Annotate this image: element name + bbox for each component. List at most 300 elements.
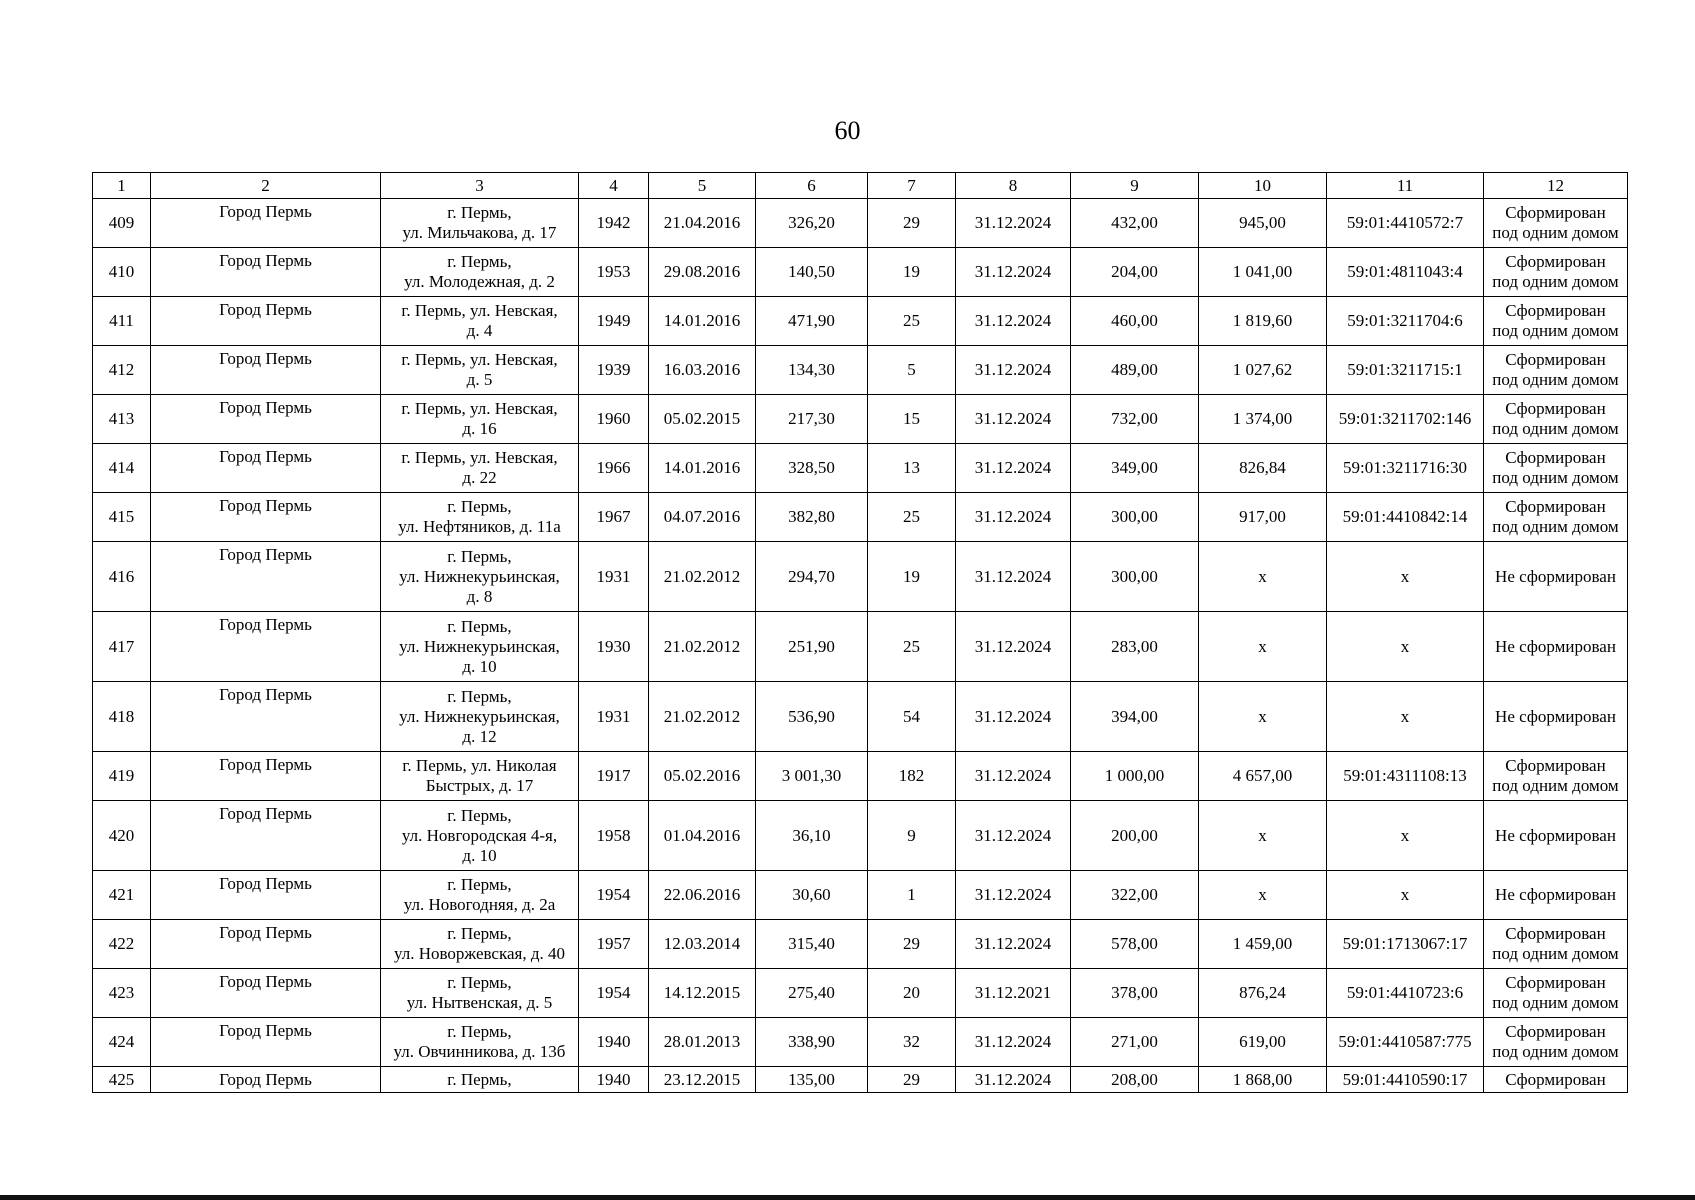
land-status-cell-line: Сформирован xyxy=(1505,497,1606,516)
area-cell: 536,90 xyxy=(756,682,868,752)
table-row xyxy=(93,801,1628,871)
row-number-cell: 417 xyxy=(93,612,151,682)
address-cell-line: г. Пермь, xyxy=(447,252,512,271)
address-cell xyxy=(381,248,579,297)
address-cell-line: Быстрых, д. 17 xyxy=(425,776,534,795)
deadline-cell: 31.12.2024 xyxy=(956,1018,1071,1067)
residents-cell: 1 xyxy=(868,871,956,920)
land-status-cell-line: Сформирован xyxy=(1505,203,1606,222)
deadline-cell: 31.12.2024 xyxy=(956,199,1071,248)
column-10-cell: 1 459,00 xyxy=(1199,920,1327,969)
page-number: 60 xyxy=(834,116,861,145)
address-cell-line: д. 22 xyxy=(462,468,497,487)
residents-cell: 20 xyxy=(868,969,956,1018)
column-10-cell: х xyxy=(1199,612,1327,682)
address-cell xyxy=(381,801,579,871)
address-cell-line: г. Пермь, xyxy=(447,497,512,516)
deadline-cell: 31.12.2024 xyxy=(956,346,1071,395)
deadline-cell: 31.12.2024 xyxy=(956,920,1071,969)
column-10-cell: 945,00 xyxy=(1199,199,1327,248)
date-cell: 12.03.2014 xyxy=(649,920,756,969)
column-header-4: 4 xyxy=(579,173,649,199)
area-cell: 36,10 xyxy=(756,801,868,871)
deadline-cell: 31.12.2024 xyxy=(956,1067,1071,1093)
column-number-row xyxy=(93,173,1628,199)
address-cell xyxy=(381,1018,579,1067)
area-cell: 275,40 xyxy=(756,969,868,1018)
address-cell-line: г. Пермь, xyxy=(447,203,512,222)
table-row xyxy=(93,682,1628,752)
land-status-cell xyxy=(1484,801,1628,871)
residents-cell: 19 xyxy=(868,542,956,612)
cadastral-number-cell: 59:01:3211716:30 xyxy=(1327,444,1484,493)
land-status-cell xyxy=(1484,493,1628,542)
land-status-cell-line: под одним домом xyxy=(1492,517,1619,536)
area-cell: 294,70 xyxy=(756,542,868,612)
municipality-cell: Город Пермь xyxy=(151,395,381,444)
year-cell: 1931 xyxy=(579,542,649,612)
residents-cell: 25 xyxy=(868,493,956,542)
area-cell: 251,90 xyxy=(756,612,868,682)
land-status-cell xyxy=(1484,612,1628,682)
table-row xyxy=(93,969,1628,1018)
address-cell-line: д. 10 xyxy=(462,656,497,676)
land-status-cell-line: Сформирован xyxy=(1505,252,1606,271)
column-header-10: 10 xyxy=(1199,173,1327,199)
date-cell: 05.02.2016 xyxy=(649,752,756,801)
residents-cell: 9 xyxy=(868,801,956,871)
date-cell: 16.03.2016 xyxy=(649,346,756,395)
area-cell: 30,60 xyxy=(756,871,868,920)
table-row xyxy=(93,612,1628,682)
address-cell-line: г. Пермь, xyxy=(447,805,512,825)
land-status-cell-line: Сформирован xyxy=(1505,924,1606,943)
table-row xyxy=(93,871,1628,920)
municipality-cell: Город Пермь xyxy=(151,969,381,1018)
year-cell: 1954 xyxy=(579,871,649,920)
area-cell: 328,50 xyxy=(756,444,868,493)
municipality-cell: Город Пермь xyxy=(151,752,381,801)
year-cell: 1940 xyxy=(579,1067,649,1093)
address-cell-line: ул. Мильчакова, д. 17 xyxy=(402,223,557,242)
land-status-cell-line: Сформирован xyxy=(1505,350,1606,369)
cadastral-number-cell: х xyxy=(1327,542,1484,612)
address-cell xyxy=(381,542,579,612)
column-10-cell: 826,84 xyxy=(1199,444,1327,493)
row-number-cell: 410 xyxy=(93,248,151,297)
municipality-cell: Город Пермь xyxy=(151,199,381,248)
table-row xyxy=(93,199,1628,248)
address-cell xyxy=(381,969,579,1018)
row-number-cell: 416 xyxy=(93,542,151,612)
table-body xyxy=(93,199,1628,1093)
area-cell: 382,80 xyxy=(756,493,868,542)
land-status-cell-line: под одним домом xyxy=(1492,321,1619,340)
scan-bottom-edge xyxy=(0,1195,1695,1200)
municipality-cell: Город Пермь xyxy=(151,297,381,346)
date-cell: 23.12.2015 xyxy=(649,1067,756,1093)
column-10-cell: 1 041,00 xyxy=(1199,248,1327,297)
year-cell: 1958 xyxy=(579,801,649,871)
address-cell-line: д. 4 xyxy=(466,321,493,340)
column-9-cell: 378,00 xyxy=(1071,969,1199,1018)
residents-cell: 19 xyxy=(868,248,956,297)
row-number-cell: 423 xyxy=(93,969,151,1018)
cadastral-number-cell: 59:01:4410842:14 xyxy=(1327,493,1484,542)
year-cell: 1942 xyxy=(579,199,649,248)
table-row xyxy=(93,542,1628,612)
address-cell-line: д. 5 xyxy=(466,370,493,389)
column-10-cell: х xyxy=(1199,871,1327,920)
column-header-9: 9 xyxy=(1071,173,1199,199)
year-cell: 1967 xyxy=(579,493,649,542)
municipality-cell: Город Пермь xyxy=(151,1067,381,1093)
area-cell: 135,00 xyxy=(756,1067,868,1093)
table-row xyxy=(93,444,1628,493)
year-cell: 1939 xyxy=(579,346,649,395)
address-cell xyxy=(381,346,579,395)
column-9-cell: 204,00 xyxy=(1071,248,1199,297)
municipality-cell: Город Пермь xyxy=(151,542,381,612)
land-status-cell-line: Не сформирован xyxy=(1495,825,1616,845)
column-10-cell: 876,24 xyxy=(1199,969,1327,1018)
date-cell: 04.07.2016 xyxy=(649,493,756,542)
cadastral-number-cell: 59:01:4811043:4 xyxy=(1327,248,1484,297)
row-number-cell: 422 xyxy=(93,920,151,969)
land-status-cell xyxy=(1484,920,1628,969)
table-row xyxy=(93,395,1628,444)
year-cell: 1954 xyxy=(579,969,649,1018)
area-cell: 326,20 xyxy=(756,199,868,248)
land-status-cell xyxy=(1484,297,1628,346)
address-cell-line: г. Пермь, xyxy=(447,875,512,894)
deadline-cell: 31.12.2024 xyxy=(956,542,1071,612)
cadastral-number-cell: 59:01:4311108:13 xyxy=(1327,752,1484,801)
column-9-cell: 283,00 xyxy=(1071,612,1199,682)
column-9-cell: 460,00 xyxy=(1071,297,1199,346)
land-status-cell-line: под одним домом xyxy=(1492,468,1619,487)
address-cell-line: г. Пермь, ул. Николая xyxy=(402,756,557,775)
municipality-cell: Город Пермь xyxy=(151,801,381,871)
row-number-cell: 419 xyxy=(93,752,151,801)
column-10-cell: 1 027,62 xyxy=(1199,346,1327,395)
land-status-cell-line: под одним домом xyxy=(1492,776,1619,795)
residents-cell: 29 xyxy=(868,1067,956,1093)
table-row xyxy=(93,1067,1628,1093)
address-cell-line: г. Пермь, xyxy=(447,924,512,943)
area-cell: 140,50 xyxy=(756,248,868,297)
land-status-cell xyxy=(1484,346,1628,395)
column-header-1: 1 xyxy=(93,173,151,199)
area-cell: 471,90 xyxy=(756,297,868,346)
address-cell-line: г. Пермь, ул. Невская, xyxy=(401,350,558,369)
address-cell xyxy=(381,682,579,752)
deadline-cell: 31.12.2024 xyxy=(956,871,1071,920)
column-9-cell: 322,00 xyxy=(1071,871,1199,920)
address-cell-line: ул. Нефтяников, д. 11а xyxy=(398,517,561,536)
municipality-cell: Город Пермь xyxy=(151,920,381,969)
residents-cell: 25 xyxy=(868,612,956,682)
address-cell-line: г. Пермь, xyxy=(447,686,512,706)
row-number-cell: 411 xyxy=(93,297,151,346)
address-cell-line: ул. Нижнекурьинская, xyxy=(399,706,560,726)
address-cell-line: г. Пермь, xyxy=(447,616,512,636)
year-cell: 1957 xyxy=(579,920,649,969)
land-status-cell xyxy=(1484,444,1628,493)
address-cell-line: ул. Нижнекурьинская, xyxy=(399,566,560,586)
date-cell: 21.04.2016 xyxy=(649,199,756,248)
address-cell xyxy=(381,871,579,920)
column-10-cell: х xyxy=(1199,801,1327,871)
land-status-cell-line: Сформирован xyxy=(1505,973,1606,992)
municipality-cell: Город Пермь xyxy=(151,1018,381,1067)
cadastral-number-cell: х xyxy=(1327,801,1484,871)
residents-cell: 29 xyxy=(868,920,956,969)
date-cell: 21.02.2012 xyxy=(649,612,756,682)
residents-cell: 25 xyxy=(868,297,956,346)
land-status-cell-line: под одним домом xyxy=(1492,370,1619,389)
land-status-cell-line: под одним домом xyxy=(1492,944,1619,963)
column-9-cell: 732,00 xyxy=(1071,395,1199,444)
column-header-11: 11 xyxy=(1327,173,1484,199)
date-cell: 14.01.2016 xyxy=(649,297,756,346)
table-header xyxy=(93,173,1628,199)
row-number-cell: 418 xyxy=(93,682,151,752)
column-header-2: 2 xyxy=(151,173,381,199)
address-cell-line: г. Пермь, ул. Невская, xyxy=(401,301,558,320)
land-status-cell xyxy=(1484,395,1628,444)
date-cell: 01.04.2016 xyxy=(649,801,756,871)
year-cell: 1917 xyxy=(579,752,649,801)
column-10-cell: х xyxy=(1199,542,1327,612)
column-header-8: 8 xyxy=(956,173,1071,199)
address-cell-line: г. Пермь, ул. Невская, xyxy=(401,399,558,418)
land-status-cell xyxy=(1484,248,1628,297)
address-cell-line: ул. Молодежная, д. 2 xyxy=(404,272,555,291)
land-status-cell xyxy=(1484,871,1628,920)
row-number-cell: 425 xyxy=(93,1067,151,1093)
date-cell: 05.02.2015 xyxy=(649,395,756,444)
address-cell-line: г. Пермь, xyxy=(447,1022,512,1041)
column-10-cell: 619,00 xyxy=(1199,1018,1327,1067)
deadline-cell: 31.12.2024 xyxy=(956,444,1071,493)
year-cell: 1949 xyxy=(579,297,649,346)
land-status-cell-line: Сформирован xyxy=(1505,448,1606,467)
date-cell: 22.06.2016 xyxy=(649,871,756,920)
address-cell-line: г. Пермь, ул. Невская, xyxy=(401,448,558,467)
row-number-cell: 409 xyxy=(93,199,151,248)
year-cell: 1930 xyxy=(579,612,649,682)
address-cell-line: ул. Нытвенская, д. 5 xyxy=(406,993,553,1012)
residents-cell: 182 xyxy=(868,752,956,801)
land-status-cell xyxy=(1484,542,1628,612)
deadline-cell: 31.12.2024 xyxy=(956,248,1071,297)
column-9-cell: 489,00 xyxy=(1071,346,1199,395)
address-cell xyxy=(381,612,579,682)
column-9-cell: 578,00 xyxy=(1071,920,1199,969)
address-cell-line: г. Пермь, xyxy=(447,1069,512,1089)
date-cell: 21.02.2012 xyxy=(649,542,756,612)
column-9-cell: 271,00 xyxy=(1071,1018,1199,1067)
land-status-cell xyxy=(1484,199,1628,248)
column-10-cell: 4 657,00 xyxy=(1199,752,1327,801)
address-cell-line: ул. Новгородская 4-я, xyxy=(401,825,558,845)
municipality-cell: Город Пермь xyxy=(151,612,381,682)
year-cell: 1940 xyxy=(579,1018,649,1067)
land-status-cell-line: под одним домом xyxy=(1492,419,1619,438)
land-status-cell-line: Не сформирован xyxy=(1495,636,1616,656)
deadline-cell: 31.12.2024 xyxy=(956,752,1071,801)
address-cell-line: д. 8 xyxy=(466,586,493,606)
year-cell: 1960 xyxy=(579,395,649,444)
cadastral-number-cell: 59:01:4410572:7 xyxy=(1327,199,1484,248)
row-number-cell: 420 xyxy=(93,801,151,871)
address-cell-line: г. Пермь, xyxy=(447,973,512,992)
column-header-7: 7 xyxy=(868,173,956,199)
residents-cell: 54 xyxy=(868,682,956,752)
address-cell xyxy=(381,1067,579,1093)
deadline-cell: 31.12.2021 xyxy=(956,969,1071,1018)
column-9-cell: 394,00 xyxy=(1071,682,1199,752)
deadline-cell: 31.12.2024 xyxy=(956,395,1071,444)
land-status-cell-line: Не сформирован xyxy=(1495,566,1616,586)
year-cell: 1966 xyxy=(579,444,649,493)
row-number-cell: 413 xyxy=(93,395,151,444)
cadastral-number-cell: 59:01:3211704:6 xyxy=(1327,297,1484,346)
area-cell: 315,40 xyxy=(756,920,868,969)
table-row xyxy=(93,297,1628,346)
land-status-cell xyxy=(1484,682,1628,752)
column-9-cell: 300,00 xyxy=(1071,493,1199,542)
column-10-cell: х xyxy=(1199,682,1327,752)
row-number-cell: 414 xyxy=(93,444,151,493)
address-cell-line: ул. Нижнекурьинская, xyxy=(399,636,560,656)
deadline-cell: 31.12.2024 xyxy=(956,493,1071,542)
table-row xyxy=(93,248,1628,297)
column-10-cell: 917,00 xyxy=(1199,493,1327,542)
address-cell-line: д. 16 xyxy=(462,419,497,438)
date-cell: 29.08.2016 xyxy=(649,248,756,297)
residents-cell: 13 xyxy=(868,444,956,493)
land-status-cell-line: Сформирован xyxy=(1505,301,1606,320)
date-cell: 28.01.2013 xyxy=(649,1018,756,1067)
residents-cell: 29 xyxy=(868,199,956,248)
table-row xyxy=(93,346,1628,395)
column-9-cell: 432,00 xyxy=(1071,199,1199,248)
municipality-cell: Город Пермь xyxy=(151,682,381,752)
area-cell: 217,30 xyxy=(756,395,868,444)
cadastral-number-cell: 59:01:4410587:775 xyxy=(1327,1018,1484,1067)
cadastral-number-cell: х xyxy=(1327,682,1484,752)
address-cell-line: д. 12 xyxy=(462,726,497,746)
cadastral-number-cell: 59:01:3211702:146 xyxy=(1327,395,1484,444)
column-header-5: 5 xyxy=(649,173,756,199)
land-status-cell xyxy=(1484,1067,1628,1093)
column-9-cell: 349,00 xyxy=(1071,444,1199,493)
row-number-cell: 412 xyxy=(93,346,151,395)
column-header-3: 3 xyxy=(381,173,579,199)
row-number-cell: 415 xyxy=(93,493,151,542)
land-status-cell-line: под одним домом xyxy=(1492,223,1619,242)
municipality-cell: Город Пермь xyxy=(151,871,381,920)
column-header-12: 12 xyxy=(1484,173,1628,199)
address-cell xyxy=(381,920,579,969)
land-status-cell-line: Сформирован xyxy=(1505,756,1606,775)
table-row xyxy=(93,920,1628,969)
deadline-cell: 31.12.2024 xyxy=(956,801,1071,871)
table-row xyxy=(93,1018,1628,1067)
cadastral-number-cell: 59:01:4410590:17 xyxy=(1327,1067,1484,1093)
row-number-cell: 421 xyxy=(93,871,151,920)
column-10-cell: 1 374,00 xyxy=(1199,395,1327,444)
cadastral-number-cell: х xyxy=(1327,612,1484,682)
date-cell: 14.01.2016 xyxy=(649,444,756,493)
land-status-cell-line: Сформирован xyxy=(1505,1069,1606,1089)
address-cell xyxy=(381,752,579,801)
address-cell xyxy=(381,395,579,444)
deadline-cell: 31.12.2024 xyxy=(956,682,1071,752)
row-number-cell: 424 xyxy=(93,1018,151,1067)
cadastral-number-cell: 59:01:3211715:1 xyxy=(1327,346,1484,395)
column-10-cell: 1 819,60 xyxy=(1199,297,1327,346)
deadline-cell: 31.12.2024 xyxy=(956,297,1071,346)
column-10-cell: 1 868,00 xyxy=(1199,1067,1327,1093)
year-cell: 1953 xyxy=(579,248,649,297)
cadastral-number-cell: 59:01:1713067:17 xyxy=(1327,920,1484,969)
land-status-cell xyxy=(1484,969,1628,1018)
land-status-cell xyxy=(1484,1018,1628,1067)
residents-cell: 32 xyxy=(868,1018,956,1067)
land-status-cell-line: под одним домом xyxy=(1492,1042,1619,1061)
address-cell-line: ул. Овчинникова, д. 13б xyxy=(393,1042,566,1061)
cadastral-number-cell: 59:01:4410723:6 xyxy=(1327,969,1484,1018)
address-cell xyxy=(381,444,579,493)
address-cell xyxy=(381,493,579,542)
residents-cell: 15 xyxy=(868,395,956,444)
municipality-cell: Город Пермь xyxy=(151,444,381,493)
land-status-cell-line: под одним домом xyxy=(1492,993,1619,1012)
deadline-cell: 31.12.2024 xyxy=(956,612,1071,682)
municipality-cell: Город Пермь xyxy=(151,346,381,395)
column-header-6: 6 xyxy=(756,173,868,199)
address-cell-line: д. 10 xyxy=(462,845,497,865)
table-row xyxy=(93,752,1628,801)
residents-cell: 5 xyxy=(868,346,956,395)
area-cell: 134,30 xyxy=(756,346,868,395)
land-status-cell-line: Сформирован xyxy=(1505,399,1606,418)
municipality-cell: Город Пермь xyxy=(151,493,381,542)
municipality-cell: Город Пермь xyxy=(151,248,381,297)
address-cell-line: г. Пермь, xyxy=(447,546,512,566)
land-status-cell-line: Не сформирован xyxy=(1495,706,1616,726)
address-cell-line: ул. Новоржевская, д. 40 xyxy=(394,944,565,963)
column-9-cell: 1 000,00 xyxy=(1071,752,1199,801)
address-cell-line: ул. Новогодняя, д. 2а xyxy=(403,895,556,914)
cadastral-number-cell: х xyxy=(1327,871,1484,920)
land-status-cell-line: Сформирован xyxy=(1505,1022,1606,1041)
column-9-cell: 300,00 xyxy=(1071,542,1199,612)
area-cell: 3 001,30 xyxy=(756,752,868,801)
column-9-cell: 200,00 xyxy=(1071,801,1199,871)
area-cell: 338,90 xyxy=(756,1018,868,1067)
land-status-cell-line: под одним домом xyxy=(1492,272,1619,291)
date-cell: 21.02.2012 xyxy=(649,682,756,752)
land-status-cell xyxy=(1484,752,1628,801)
land-status-cell-line: Не сформирован xyxy=(1495,885,1616,904)
address-cell xyxy=(381,297,579,346)
table-row xyxy=(93,493,1628,542)
address-cell xyxy=(381,199,579,248)
